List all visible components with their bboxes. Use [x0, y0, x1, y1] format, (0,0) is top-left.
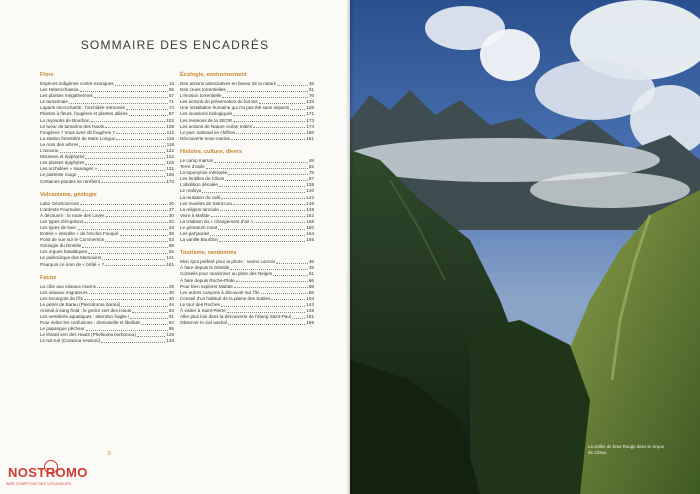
entry-title: La mutation du café [180, 194, 221, 200]
toc-entry[interactable] [40, 179, 174, 185]
page-number: 8 [108, 451, 111, 457]
entry-title: Labo GéoSciences [40, 200, 79, 206]
entry-page: 122 [166, 154, 174, 160]
entry-title: Les autres canyons à découvrir sur l'île [180, 289, 260, 295]
entry-title: À découvrir : la route des Laves [40, 212, 105, 218]
entry-page: 30 [168, 289, 174, 295]
entry-page: 27 [168, 206, 174, 212]
dot-leader [137, 336, 165, 337]
entry-title: Les actions de Nature océan Indien [180, 123, 253, 129]
entry-page: 108 [166, 123, 174, 129]
entry-page: 181 [306, 135, 314, 141]
dot-leader [261, 293, 308, 294]
toc-column-left [40, 72, 174, 352]
entry-title: La vanille Bourbon [180, 237, 219, 243]
logo-name: NOSTROMO [8, 465, 88, 480]
dot-leader [206, 168, 308, 169]
section-title: Flore [40, 72, 54, 78]
entry-title: Pourquoi ce nom de « brûlé » ? [40, 261, 105, 267]
dot-leader [254, 222, 305, 223]
dot-leader [276, 263, 308, 264]
dot-leader [116, 139, 166, 140]
dot-leader [273, 275, 308, 276]
entry-title: Plantes à fleurs, fougères et plantes alliées [40, 111, 128, 117]
toc-section [40, 192, 174, 268]
entry-page: 39 [168, 231, 174, 237]
entry-page: 133 [306, 99, 314, 105]
entry-title: L'ardente Fournaise [40, 206, 81, 212]
logo-tagline: WEB COMPTOIR DES VOYAGEURS [6, 482, 72, 486]
dot-leader [233, 121, 305, 122]
entry-title: Animal à sang froid : le gecko vert des Hauts [40, 308, 132, 313]
dot-leader [228, 174, 308, 175]
entry-page: 122 [166, 148, 174, 154]
dot-leader [60, 152, 166, 153]
entry-page: 61 [308, 87, 314, 93]
entry-title: Le nom des arbres [40, 141, 79, 147]
dot-leader [105, 265, 165, 266]
entry-page: 13 [168, 81, 174, 86]
entry-page: 91 [168, 314, 174, 320]
entry-page: 112 [166, 129, 174, 135]
section-title: Volcanisme, géologie [40, 191, 97, 198]
entry-page: 95 [168, 326, 174, 332]
toc-section [40, 72, 174, 185]
dot-leader [106, 216, 168, 217]
entry-title: La tradition du « changement d'air » [180, 218, 254, 224]
entry-page: 142 [306, 194, 314, 200]
dot-leader [94, 97, 168, 98]
entry-title: Géologie du Dimitile [40, 243, 82, 249]
entry-title: Les vertébrés aquatiques : attention fragile ! [40, 314, 130, 320]
toc-entry[interactable] [180, 136, 314, 142]
dot-leader [82, 210, 168, 211]
entry-title: Les types de lave [40, 224, 76, 230]
entry-title: Les missions de la SEOR [180, 117, 233, 123]
entry-page: 146 [306, 200, 314, 206]
dot-leader [236, 281, 308, 282]
entry-title: Aller plus loin dans la découverte de l'étang Saint-Paul [180, 314, 291, 320]
dot-leader [221, 198, 305, 199]
entry-title: Le tueur de tamarins des Hauts [40, 123, 105, 129]
entry-page: 33 [168, 224, 174, 230]
toc-entry[interactable] [40, 338, 174, 344]
dot-leader [91, 121, 166, 122]
entry-page: 131 [166, 166, 174, 172]
entry-page: 76 [308, 93, 314, 99]
entry-page: 121 [166, 255, 174, 261]
entry-title: Conseil d'un habitué de la plaine des Sables [180, 295, 271, 301]
entry-title: L'avoune [40, 148, 59, 154]
entry-page: 138 [306, 182, 314, 188]
dot-leader [290, 109, 305, 110]
entry-title: Le maloya [180, 188, 202, 194]
entry-title: Laparis microchartis : l'orchidée retrouvée [40, 105, 126, 111]
dot-leader [130, 318, 167, 319]
dot-leader [120, 235, 168, 236]
entry-page: 104 [306, 295, 314, 301]
dot-leader [132, 312, 168, 313]
dot-leader [234, 287, 308, 288]
section-title: Histoire, culture, divers [180, 148, 243, 155]
dot-leader [69, 103, 168, 104]
entry-page: 161 [166, 261, 174, 267]
entry-title: Entrée « interdite » de l'enclos Fouqué [40, 231, 119, 237]
dot-leader [292, 318, 305, 319]
dot-leader [218, 229, 305, 230]
dot-leader [115, 85, 168, 86]
toc-entry[interactable] [180, 320, 314, 326]
entry-page: 66 [308, 277, 314, 283]
dot-leader [80, 204, 168, 205]
entry-title: Mousses et épiphytes [40, 154, 85, 160]
toc-section [180, 72, 314, 142]
dot-leader [84, 299, 168, 300]
entry-page: 58 [168, 243, 174, 249]
dot-leader [259, 103, 306, 104]
entry-title: Les escargots de l'île [40, 295, 84, 301]
toc-entry[interactable] [180, 237, 314, 243]
entry-page: 32 [168, 218, 174, 224]
dot-leader [84, 222, 168, 223]
entry-page: 174 [306, 123, 314, 129]
entry-title: Les Heterochaenia [40, 87, 79, 93]
entry-page: 55 [168, 87, 174, 93]
entry-page: 57 [168, 93, 174, 99]
entry-title: Les plantes épiphytes [40, 160, 85, 166]
section-title: Écologie, environnement [180, 72, 247, 78]
dot-leader [271, 299, 305, 300]
entry-page: 94 [168, 320, 174, 326]
entry-page: 53 [168, 237, 174, 243]
right-page-photo [350, 0, 700, 494]
toc-section [180, 250, 314, 326]
entry-title: Le tour des Roches [180, 301, 220, 307]
entry-title: Le tuit-tuit (Coracina newtoni) [40, 338, 101, 344]
entry-page: 118 [166, 141, 174, 147]
dot-leader [88, 253, 168, 254]
entry-page: 133 [166, 338, 174, 344]
dot-leader [230, 269, 308, 270]
dot-leader [126, 109, 168, 110]
entry-title: Découverte sous-marine [180, 135, 231, 141]
entry-page: 140 [306, 188, 314, 194]
entry-title: Conseils pour randonner au piton des Neiges [180, 271, 273, 277]
dot-leader [141, 324, 168, 325]
entry-title: La côte aux oiseaux marins [40, 283, 96, 289]
entry-page: 166 [166, 172, 174, 178]
dot-leader [105, 127, 165, 128]
entry-page: 165 [306, 237, 314, 243]
dot-leader [79, 146, 165, 147]
book-spine-shadow [346, 0, 354, 494]
dot-leader [277, 85, 308, 86]
entry-page: 46 [308, 81, 314, 86]
dot-leader [89, 293, 168, 294]
entry-title: Le pétrel de Barau (Pterodroma baraui) [40, 301, 121, 307]
entry-page: 44 [168, 301, 174, 307]
dot-leader [222, 97, 308, 98]
entry-title: Le myosotis de Bourbon [40, 117, 90, 123]
entry-title: Pour bien explorer Mafate [180, 283, 233, 289]
entry-title: Le paléocirque des Marsouins [40, 255, 102, 261]
entry-title: Les invasions biologiques [180, 111, 233, 117]
entry-title: Une installation humaine qui n'a pas été sans impacts [180, 105, 290, 111]
dot-leader [220, 210, 306, 211]
entry-title: Des actions associatives en faveur de la nature [180, 81, 277, 86]
dot-leader [211, 216, 306, 217]
entry-title: Terre d'asile [180, 164, 205, 170]
entry-title: Le lézard vert des Hauts (Phelsuma borbonica) [40, 332, 137, 338]
dot-leader [97, 287, 168, 288]
entry-page: 156 [306, 218, 314, 224]
entry-page: 87 [168, 111, 174, 117]
entry-title: Certaines plantes se raréfient [40, 178, 101, 184]
dot-leader [85, 158, 165, 159]
entry-page: 74 [168, 105, 174, 111]
dot-leader [98, 170, 165, 171]
entry-title: Le camp marron [180, 157, 214, 163]
entry-title: La station forestière de Mare Longue [40, 135, 116, 141]
dot-leader [77, 229, 168, 230]
entry-title: Pour éviter les confusions : demoiselle et libellule [40, 320, 141, 326]
dot-leader [82, 247, 168, 248]
entry-page: 170 [166, 178, 174, 184]
entry-page: 87 [308, 176, 314, 182]
entry-page: 68 [308, 283, 314, 289]
entry-title: Les orgues basaltiques [40, 249, 88, 255]
entry-title: L'érosion torrentielle [180, 93, 222, 99]
entry-page: 180 [306, 129, 314, 135]
dot-leader [221, 306, 305, 307]
entry-page: 30 [168, 212, 174, 218]
entry-title: L'abolition décalée [180, 182, 218, 188]
entry-title: Point de vue sur le Commerson [40, 237, 105, 243]
entry-title: Les oiseaux migrateurs [40, 289, 88, 295]
page-title: SOMMAIRE DES ENCADRÉS [80, 38, 270, 52]
section-title: Faune [40, 274, 57, 281]
entry-title: Fougères ? Vous avez dit fougères ? [40, 129, 115, 135]
photo-caption: La vallée de bras Rouge dans le cirque de Cilaos. [588, 444, 665, 455]
entry-title: À visiter à Saint-Pierre [180, 308, 226, 313]
entry-title: À faire depuis le Dimitile [180, 265, 230, 271]
entry-title: Le palmiste rouge [40, 172, 77, 178]
entry-page: 61 [308, 271, 314, 277]
dot-leader [227, 91, 308, 92]
toc-column-right [180, 72, 314, 333]
entry-page: 128 [166, 332, 174, 338]
entry-page: 164 [306, 231, 314, 237]
dot-leader [219, 186, 305, 187]
entry-page: 102 [166, 117, 174, 123]
dot-leader [210, 235, 305, 236]
entry-title: À faire depuis Roche-Plate [180, 277, 235, 283]
entry-title: Mon spot préféré pour la photo : ravine Lacroix [180, 259, 276, 265]
entry-page: 79 [308, 170, 314, 176]
entry-page: 28 [168, 283, 174, 289]
toc-section [40, 275, 174, 345]
entry-page: 181 [306, 314, 314, 320]
dot-leader [236, 133, 305, 134]
entry-title: Des crues torrentielles [180, 87, 226, 93]
entry-page: 148 [306, 206, 314, 212]
dot-leader [86, 330, 168, 331]
entry-title: Le parc national en chiffres [180, 129, 236, 135]
entry-page: 171 [306, 111, 314, 117]
dot-leader [116, 133, 166, 134]
entry-page: 49 [308, 265, 314, 271]
entry-title: Espèces indigènes contre exotiques [40, 81, 114, 86]
dot-leader [105, 241, 168, 242]
dot-leader [228, 324, 305, 325]
dot-leader [80, 91, 168, 92]
dot-leader [121, 306, 168, 307]
dot-leader [101, 182, 165, 183]
dot-leader [85, 164, 165, 165]
dot-leader [253, 127, 305, 128]
nostromo-logo [4, 462, 90, 492]
dot-leader [214, 162, 307, 163]
toc-entry[interactable] [40, 262, 174, 268]
dot-leader [129, 115, 168, 116]
dot-leader [78, 176, 166, 177]
entry-page: 136 [306, 105, 314, 111]
entry-page: 62 [308, 164, 314, 170]
entry-page: 126 [166, 160, 174, 166]
entry-page: 116 [166, 135, 174, 141]
entry-page: 46 [308, 259, 314, 265]
dot-leader [219, 241, 305, 242]
entry-page: 143 [306, 301, 314, 307]
dot-leader [227, 312, 306, 313]
entry-title: Vivre à Mafate [180, 212, 210, 218]
dot-leader [102, 259, 165, 260]
dot-leader [233, 115, 305, 116]
entry-title: Les actions de préservation du tuit-tuit [180, 99, 258, 105]
entry-title: Les musées de Saint-Leu [180, 200, 233, 206]
entry-title: La religion tamoule [180, 206, 219, 212]
mountain-valley-photo [350, 0, 700, 494]
dot-leader [225, 180, 307, 181]
entry-title: Les orchidées « sauvages » [40, 166, 98, 172]
dot-leader [202, 192, 305, 193]
toc-section [180, 149, 314, 243]
dot-leader [231, 139, 305, 140]
entry-page: 149 [306, 308, 314, 313]
entry-page: 40 [168, 295, 174, 301]
entry-page: 20 [168, 200, 174, 206]
entry-page: 71 [168, 99, 174, 105]
entry-title: Le géranium rosat [180, 224, 218, 230]
entry-title: Les plantes mégathermes [40, 93, 93, 99]
entry-page: 185 [306, 320, 314, 326]
entry-page: 152 [306, 212, 314, 218]
entry-page: 160 [306, 224, 314, 230]
entry-page: 86 [308, 289, 314, 295]
entry-page: 65 [168, 249, 174, 255]
entry-title: Les types d'éruptions [40, 218, 84, 224]
dot-leader [233, 204, 305, 205]
entry-page: 48 [308, 157, 314, 163]
section-title: Tourisme, randonnée [180, 250, 237, 257]
entry-title: Le tamarinaie [40, 99, 68, 105]
entry-title: Observer le ciel austral [180, 320, 227, 326]
dot-leader [101, 342, 165, 343]
entry-title: Les pat'jaunes [180, 231, 210, 237]
entry-title: La toponymie métissée [180, 170, 228, 176]
entry-title: Les lentilles de Cilaos [180, 176, 225, 182]
entry-title: Le papangue pêcheur [40, 326, 85, 332]
entry-page: 173 [306, 117, 314, 123]
entry-page: 83 [168, 308, 174, 313]
